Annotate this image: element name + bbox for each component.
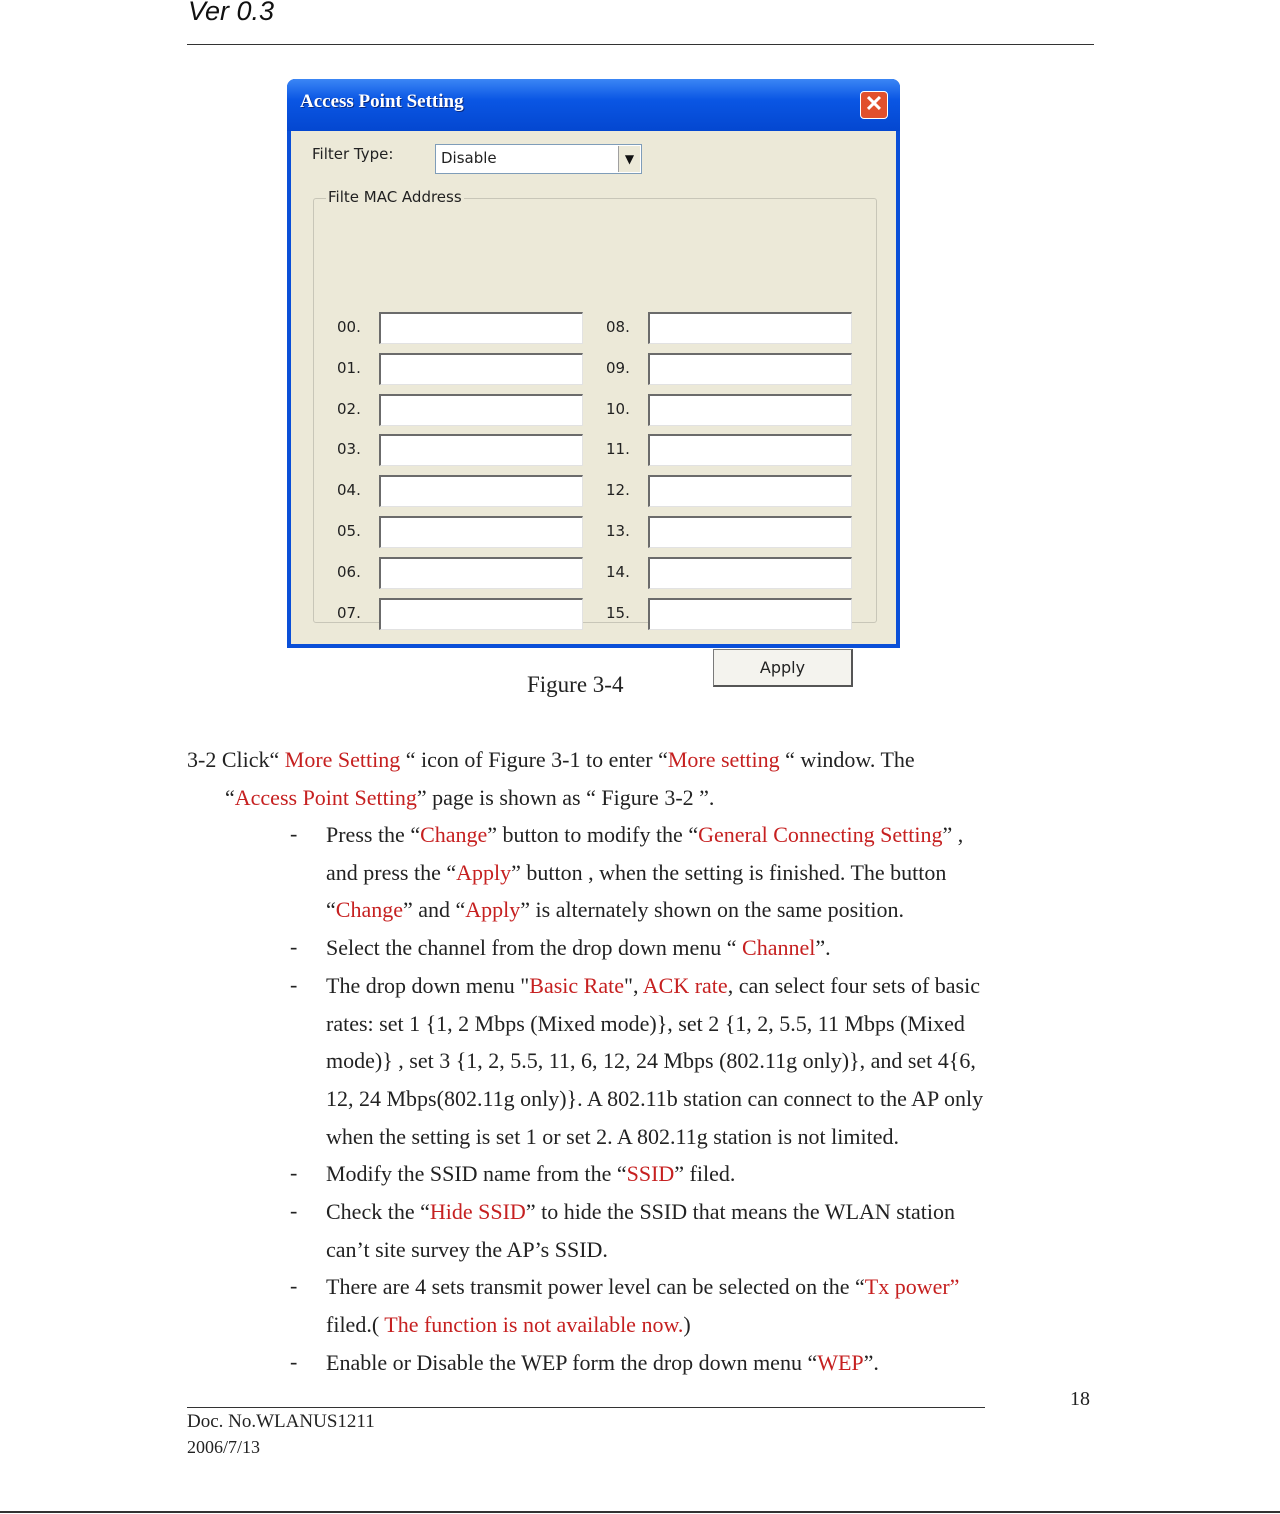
bullet-line <box>326 1236 608 1264</box>
bullet-line <box>326 1311 691 1339</box>
filter-type-select[interactable] <box>435 144 642 174</box>
mac-address-label: 04. <box>337 481 361 500</box>
mac-address-input[interactable] <box>648 516 852 548</box>
header-rule <box>187 44 1094 45</box>
intro-line <box>187 746 915 774</box>
mac-address-label: 01. <box>337 358 361 377</box>
highlight-term: Change <box>420 822 488 847</box>
bullet-dash: - <box>290 971 298 997</box>
mac-address-input[interactable] <box>379 598 583 630</box>
bullet-dash: - <box>290 1160 298 1186</box>
text-run: ” to hide the SSID that means the WLAN station <box>525 1199 955 1224</box>
mac-address-input[interactable] <box>379 353 583 385</box>
close-icon: ✕ <box>864 91 884 116</box>
apply-button[interactable]: Apply <box>713 649 853 687</box>
text-run: “ icon of Figure 3-1 to enter “ <box>400 747 668 772</box>
bullet-line <box>326 1160 735 1188</box>
bullet-dash: - <box>290 1348 298 1374</box>
mac-address-label: 10. <box>606 399 630 418</box>
highlight-term: More setting <box>667 747 780 772</box>
mac-address-input[interactable] <box>648 598 852 630</box>
chevron-down-icon: ▼ <box>624 152 635 166</box>
intro-line <box>225 784 714 812</box>
access-point-setting-dialog <box>287 79 900 677</box>
text-run: ) <box>683 1312 691 1338</box>
bullet-line <box>326 1010 965 1038</box>
text-run: Select the channel from the drop down menu “ <box>326 935 743 961</box>
text-run: Press the “ <box>326 822 421 847</box>
highlight-term: Access Point Setting <box>234 785 417 810</box>
text-run: ” and “ <box>402 897 466 923</box>
text-run: can’t site survey the AP’s SSID. <box>326 1236 608 1262</box>
mac-address-input[interactable] <box>379 516 583 548</box>
doc-number: Doc. No.WLANUS1211 <box>187 1411 375 1432</box>
close-button[interactable] <box>860 91 888 119</box>
highlight-term: The function is not available now. <box>384 1312 684 1338</box>
text-run: 12, 24 Mbps(802.11g only)}. A 802.11b station can connect to the AP only <box>326 1085 984 1111</box>
mac-address-label: 11. <box>606 440 630 459</box>
page-number: 18 <box>1070 1388 1090 1410</box>
text-run: ” filed. <box>674 1161 736 1187</box>
highlight-term: Change <box>335 897 403 923</box>
highlight-term: Tx power” <box>864 1274 960 1300</box>
text-run: ”. <box>863 1349 879 1375</box>
bullet-line <box>326 1085 983 1113</box>
mac-address-label: 14. <box>606 562 630 581</box>
dialog-client <box>291 131 896 677</box>
mac-address-input[interactable] <box>648 394 852 426</box>
text-run: ” page is shown as “ Figure 3-2 ”. <box>416 785 715 810</box>
bullet-line <box>326 934 831 962</box>
page-bottom-rule <box>0 1511 1280 1513</box>
text-run: There are 4 sets transmit power level can be selected on the “ <box>326 1274 865 1300</box>
highlight-term: More Setting <box>284 747 401 772</box>
highlight-term: Basic Rate <box>529 972 624 998</box>
text-run: ” , <box>942 822 964 847</box>
highlight-term: Channel <box>742 935 816 961</box>
text-run: rates: set 1 {1, 2 Mbps (Mixed mode)}, set 2 {1, 2, 5.5, 11 Mbps (Mixed <box>326 1010 965 1036</box>
bullet-line <box>326 1198 955 1226</box>
highlight-term: WEP <box>817 1349 864 1375</box>
figure-caption: Figure 3-4 <box>527 672 624 697</box>
mac-address-input[interactable] <box>379 475 583 507</box>
mac-address-input[interactable] <box>379 312 583 344</box>
bullet-line <box>326 1047 976 1075</box>
text-run: , can select four sets of basic <box>727 972 980 998</box>
bullet-line <box>326 1349 879 1377</box>
text-run: mode)} , set 3 {1, 2, 5.5, 11, 6, 12, 24 Mbps (802.11g only)}, and set 4{6, <box>326 1048 976 1074</box>
text-run: The drop down menu " <box>326 972 530 998</box>
mac-address-input[interactable] <box>379 557 583 589</box>
text-run: ", <box>623 972 643 998</box>
bullet-line <box>326 896 904 924</box>
text-run: “ window. The <box>779 747 915 772</box>
highlight-term: Hide SSID <box>429 1199 526 1224</box>
text-run: Check the “ <box>326 1199 430 1224</box>
highlight-term: General Connecting Setting <box>698 822 943 847</box>
bullet-dash: - <box>290 821 298 846</box>
mac-address-label: 09. <box>606 358 630 377</box>
text-run: 3-2 Click“ <box>187 747 285 772</box>
filter-type-label: Filter Type: <box>312 145 394 163</box>
mac-address-label: 06. <box>337 562 361 581</box>
mac-address-label: 08. <box>606 318 630 336</box>
text-run: and press the “ <box>326 859 457 885</box>
mac-address-input[interactable] <box>648 475 852 507</box>
bullet-line <box>326 1123 899 1151</box>
text-run: ” is alternately shown on the same position. <box>520 897 904 923</box>
highlight-term: Apply <box>456 859 512 885</box>
mac-address-label: 03. <box>337 440 361 459</box>
text-run: “ <box>326 897 336 923</box>
bullet-dash: - <box>290 1198 298 1223</box>
title-bar[interactable] <box>287 79 900 131</box>
text-run: filed.( <box>326 1312 385 1338</box>
mac-address-group-label: Filte MAC Address <box>328 188 462 206</box>
mac-address-input[interactable] <box>379 434 583 466</box>
bullet-line <box>326 821 963 849</box>
text-run: ” button to modify the “ <box>487 822 699 847</box>
highlight-term: Apply <box>465 897 521 923</box>
text-run: ”. <box>815 935 831 961</box>
mac-address-label: 07. <box>337 603 361 622</box>
text-run: when the setting is set 1 or set 2. A 802.11g station is not limited. <box>326 1123 899 1149</box>
version-header: Ver 0.3 <box>188 0 275 26</box>
mac-address-input[interactable] <box>648 434 852 466</box>
mac-address-input[interactable] <box>648 353 852 385</box>
bullet-line <box>326 972 980 1000</box>
mac-address-label: 13. <box>606 522 630 540</box>
mac-address-input[interactable] <box>379 394 583 426</box>
highlight-term: SSID <box>626 1161 675 1187</box>
doc-date: 2006/7/13 <box>187 1437 261 1457</box>
bullet-line <box>326 1273 959 1301</box>
filter-type-value: Disable <box>441 149 497 167</box>
bullet-dash: - <box>290 1273 298 1299</box>
bullet-line <box>326 859 946 887</box>
text-run: Modify the SSID name from the “ <box>326 1161 627 1187</box>
text-run: Enable or Disable the WEP form the drop down menu “ <box>326 1349 818 1375</box>
mac-address-label: 15. <box>606 603 630 622</box>
mac-address-label: 05. <box>337 522 361 540</box>
mac-address-label: 12. <box>606 481 630 500</box>
dropdown-arrow-button[interactable] <box>618 146 640 172</box>
text-run: “ <box>225 785 235 810</box>
footer-rule <box>187 1407 985 1408</box>
dialog-title: Access Point Setting <box>300 91 464 112</box>
mac-address-input[interactable] <box>648 557 852 589</box>
bullet-dash: - <box>290 934 298 960</box>
text-run: ” button , when the setting is finished. The button <box>511 859 947 885</box>
mac-address-label: 02. <box>337 399 361 418</box>
highlight-term: ACK rate <box>642 972 728 998</box>
mac-address-input[interactable] <box>648 312 852 344</box>
mac-address-label: 00. <box>337 318 361 336</box>
